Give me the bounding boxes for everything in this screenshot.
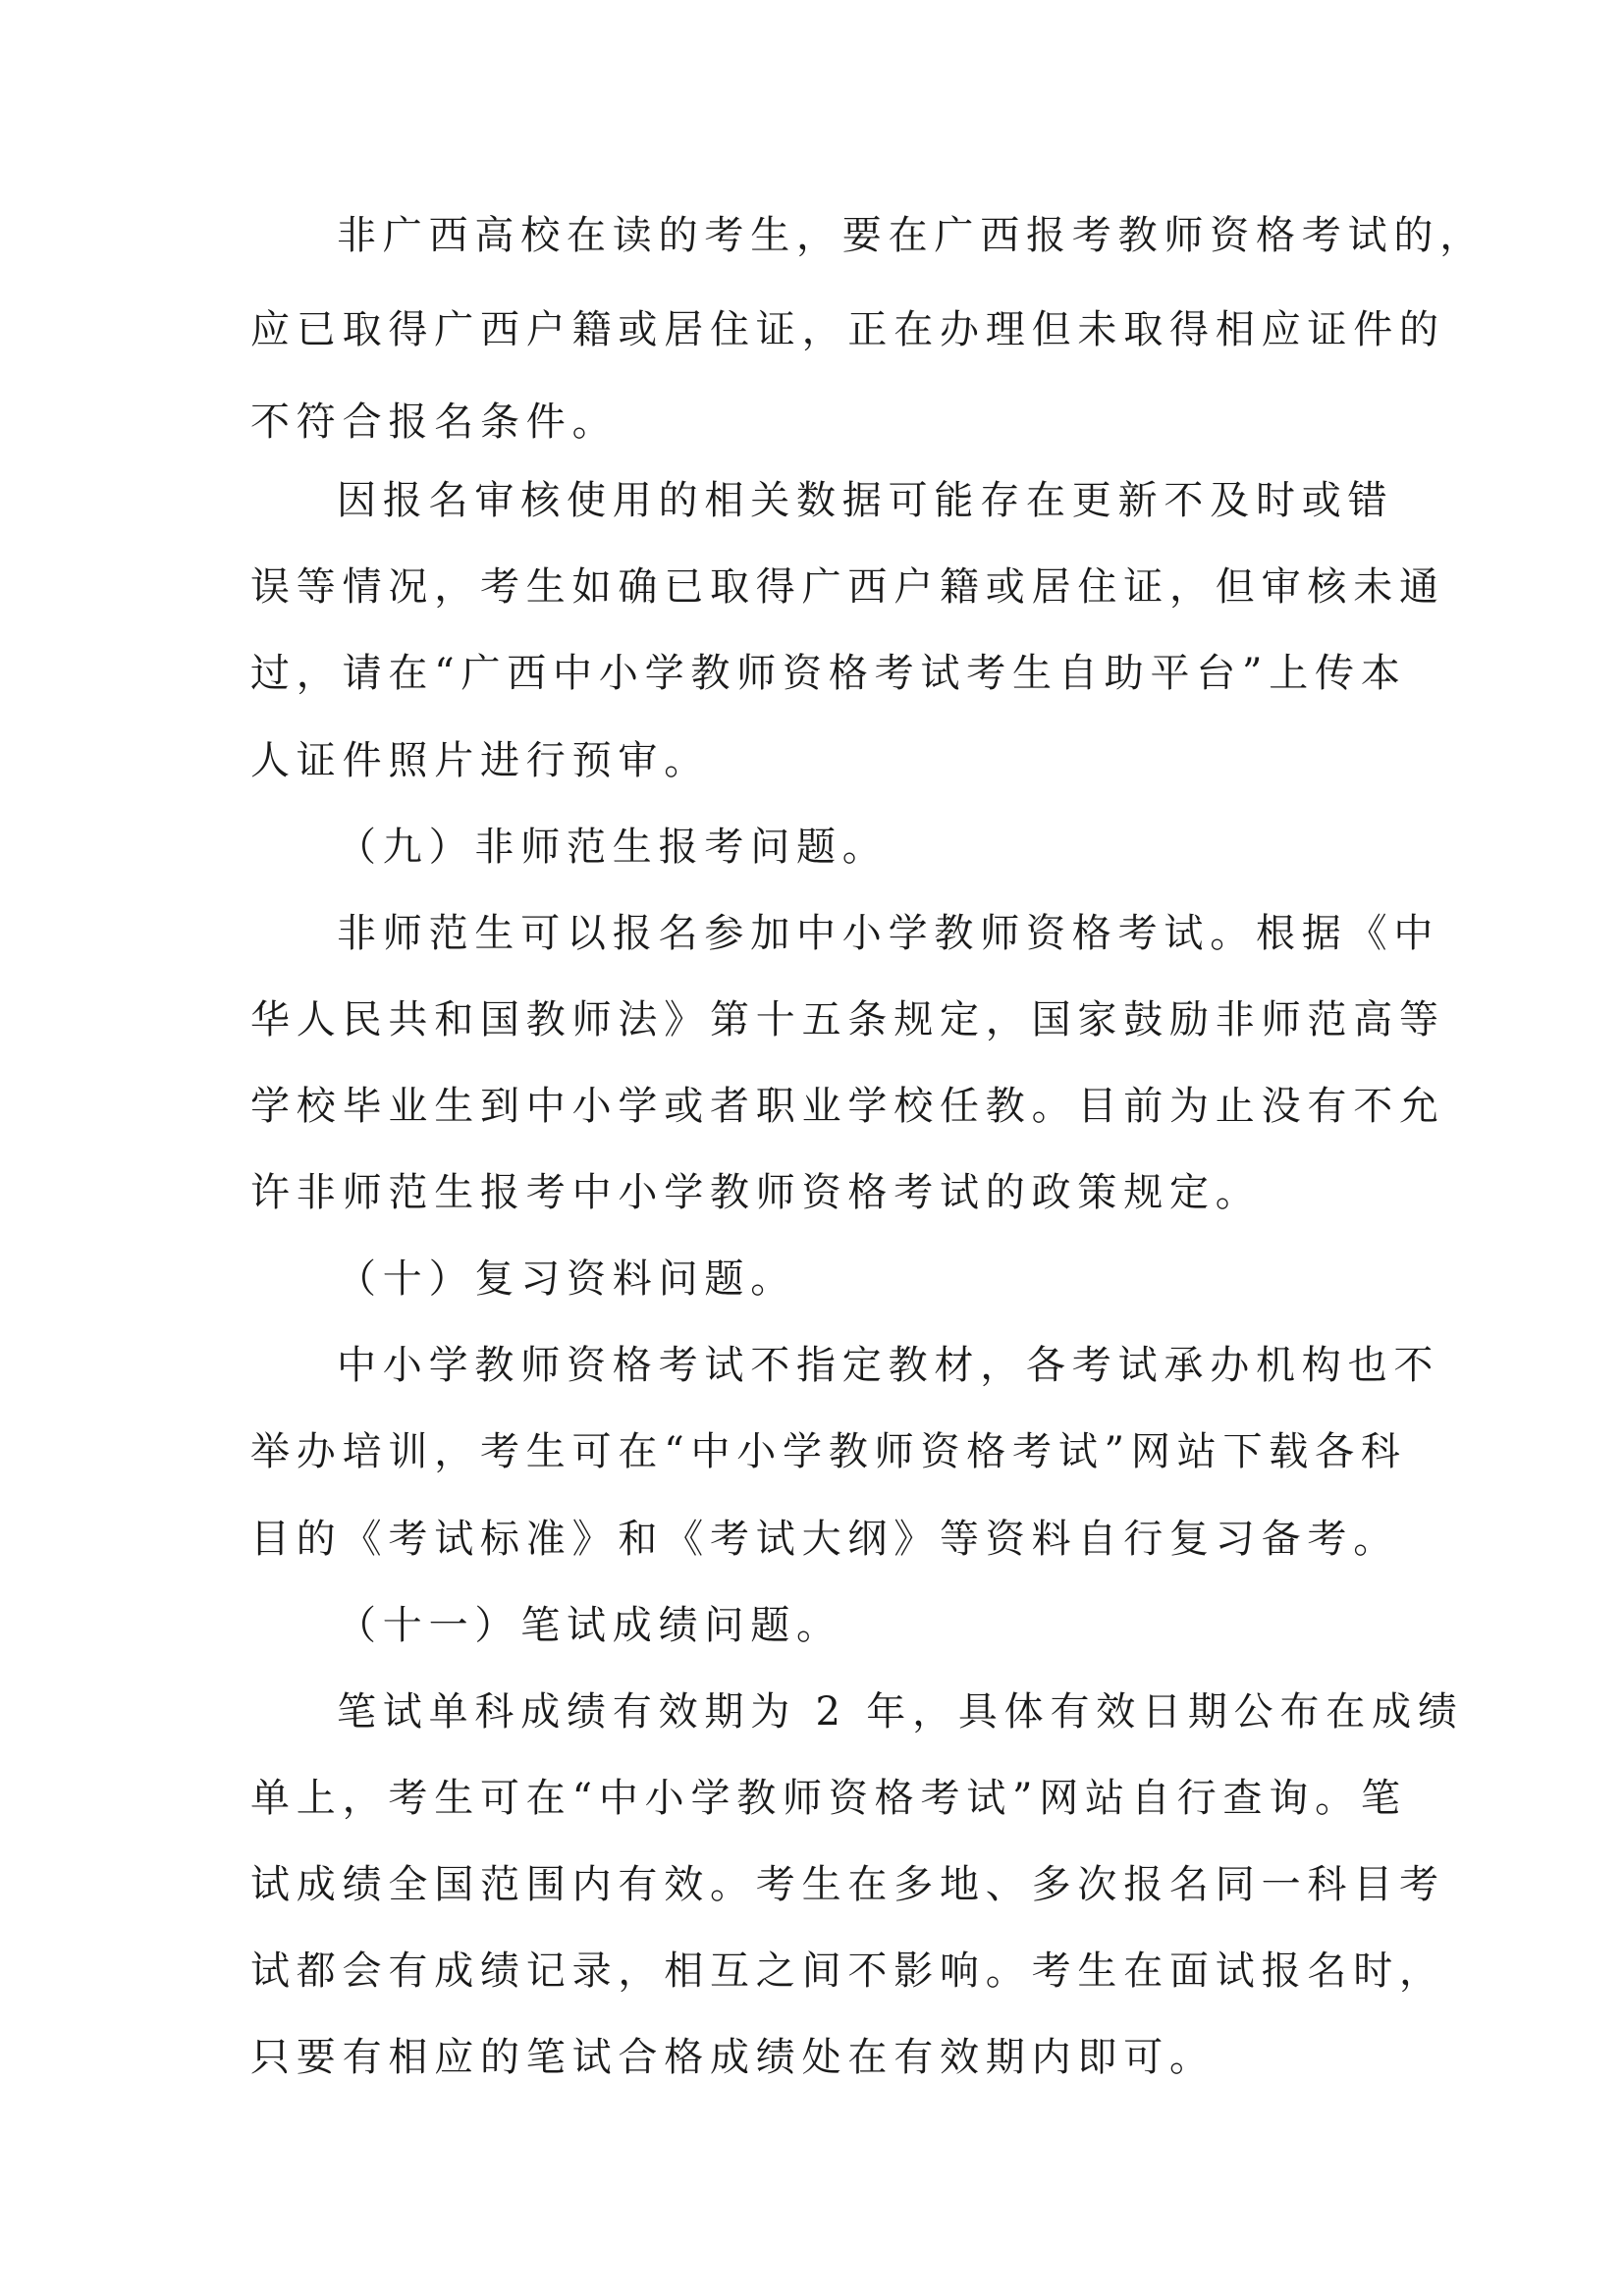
paragraph-line: 华人民共和国教师法》第十五条规定，国家鼓励非师范高等 xyxy=(250,997,1445,1042)
section-heading-9: （九）非师范生报考问题。 xyxy=(337,825,889,870)
paragraph-line: 学校毕业生到中小学或者职业学校任教。目前为止没有不允 xyxy=(250,1084,1445,1129)
paragraph-line: 不符合报名条件。 xyxy=(250,400,619,445)
paragraph-line: 目的《考试标准》和《考试大纲》等资料自行复习备考。 xyxy=(250,1517,1399,1562)
paragraph-line: 误等情况，考生如确已取得广西户籍或居住证，但审核未通 xyxy=(250,564,1445,610)
section-heading-10: （十）复习资料问题。 xyxy=(337,1256,796,1302)
paragraph-line: 单上，考生可在“中小学教师资格考试”网站自行查询。笔 xyxy=(250,1776,1407,1821)
paragraph-line: 许非师范生报考中小学教师资格考试的政策规定。 xyxy=(250,1170,1262,1215)
paragraph-line: 只要有相应的笔试合格成绩处在有效期内即可。 xyxy=(250,2035,1216,2080)
section-heading-11: （十一）笔试成绩问题。 xyxy=(337,1603,842,1648)
paragraph-line: 非广西高校在读的考生，要在广西报考教师资格考试的， xyxy=(337,213,1486,258)
paragraph-line: 人证件照片进行预审。 xyxy=(250,738,710,783)
paragraph-line: 应已取得广西户籍或居住证，正在办理但未取得相应证件的 xyxy=(250,307,1445,352)
paragraph-line: 笔试单科成绩有效期为 2 年，具体有效日期公布在成绩 xyxy=(337,1689,1464,1735)
paragraph-line: 试成绩全国范围内有效。考生在多地、多次报名同一科目考 xyxy=(250,1862,1445,1907)
paragraph-line: 中小学教师资格考试不指定教材，各考试承办机构也不 xyxy=(337,1343,1440,1388)
paragraph-line: 非师范生可以报名参加中小学教师资格考试。根据《中 xyxy=(337,911,1440,956)
paragraph-line: 举办培训，考生可在“中小学教师资格考试”网站下载各科 xyxy=(250,1429,1407,1474)
paragraph-line: 过，请在“广西中小学教师资格考试考生自助平台”上传本 xyxy=(250,651,1407,696)
paragraph-line: 试都会有成绩记录，相互之间不影响。考生在面试报名时， xyxy=(250,1949,1445,1994)
paragraph-line: 因报名审核使用的相关数据可能存在更新不及时或错 xyxy=(337,478,1394,523)
